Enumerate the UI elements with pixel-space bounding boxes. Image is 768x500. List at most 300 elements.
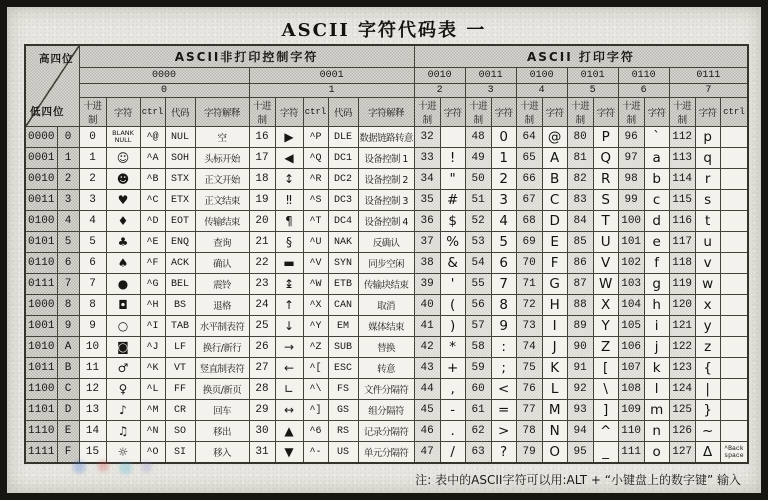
cell-character: _ [593, 442, 618, 464]
cell-character: f [644, 253, 669, 274]
cell-description: 水平制表符 [195, 316, 249, 337]
page-title: ASCII 字符代码表 一 [281, 20, 487, 41]
cell-character: x [695, 295, 720, 316]
cell-description: 正文结束 [195, 190, 249, 211]
cell-decimal: 22 [249, 253, 275, 274]
cell-ctrl-code: ^\ [303, 379, 328, 400]
cell-description: 媒体结束 [358, 316, 414, 337]
header-code: 代码 [165, 98, 195, 127]
cell-description: 正文开始 [195, 169, 249, 190]
cell-character: 1 [491, 148, 516, 169]
cell-decimal: 90 [567, 337, 593, 358]
cell-description: 文件分隔符 [358, 379, 414, 400]
cell-decimal: 98 [618, 169, 644, 190]
cell-character: & [440, 253, 465, 274]
section-label-control: ASCII非打印控制字符 [79, 45, 414, 68]
cell-code: BS [165, 295, 195, 316]
cell-character: ● [106, 274, 140, 295]
cell-binary-label: 0001 [25, 148, 57, 169]
header-group-bits: 0011 [465, 68, 516, 84]
cell-ctrl-code: ^T [303, 211, 328, 232]
cell-character: @ [542, 127, 567, 148]
cell-decimal: 71 [516, 274, 542, 295]
cell-character: P [593, 127, 618, 148]
cell-decimal: 88 [567, 295, 593, 316]
cell-character: u [695, 232, 720, 253]
cell-decimal: 84 [567, 211, 593, 232]
cell-binary-label: 1101 [25, 400, 57, 421]
cell-character: ↔ [275, 400, 303, 421]
cell-character: ‼ [275, 190, 303, 211]
cell-decimal: 110 [618, 421, 644, 442]
cell-character: T [593, 211, 618, 232]
table-row [25, 421, 748, 442]
cell-decimal: 58 [465, 337, 491, 358]
header-group-digit: 2 [414, 84, 465, 98]
cell-hex-label: 5 [57, 232, 79, 253]
header-group-digit: 6 [618, 84, 669, 98]
cell-character: : [491, 337, 516, 358]
cell-decimal: 108 [618, 379, 644, 400]
cell-character: O [542, 442, 567, 464]
cell-decimal: 21 [249, 232, 275, 253]
cell-decimal: 68 [516, 211, 542, 232]
cell-character: p [695, 127, 720, 148]
header-char: 字符 [644, 98, 669, 127]
header-dec: 十进制 [567, 98, 593, 127]
cell-description: 设备控制 1 [358, 148, 414, 169]
cell-ctrl-code: ^A [140, 148, 165, 169]
cell-character: > [491, 421, 516, 442]
header-dec: 十进制 [618, 98, 644, 127]
cell-character: ↑ [275, 295, 303, 316]
cell-ctrl-code: ^P [303, 127, 328, 148]
cell-ctrl-code: ^] [303, 400, 328, 421]
cell-character: ; [491, 358, 516, 379]
cell-character: h [644, 295, 669, 316]
cell-character: § [275, 232, 303, 253]
cell-decimal: 9 [79, 316, 106, 337]
cell-decimal: 17 [249, 148, 275, 169]
cell-decimal: 28 [249, 379, 275, 400]
cell-ctrl-code: ^G [140, 274, 165, 295]
cell-ctrl-code [720, 337, 748, 358]
cell-character: ♠ [106, 253, 140, 274]
cell-decimal: 7 [79, 274, 106, 295]
cell-code: SUB [328, 337, 358, 358]
cell-decimal: 82 [567, 169, 593, 190]
cell-decimal: 0 [79, 127, 106, 148]
cell-ctrl-code: ^Z [303, 337, 328, 358]
cell-code: FF [165, 379, 195, 400]
cell-character: 2 [491, 169, 516, 190]
cell-code: RS [328, 421, 358, 442]
cell-ctrl-code: ^[ [303, 358, 328, 379]
cell-ctrl-code [720, 295, 748, 316]
cell-hex-label: 3 [57, 190, 79, 211]
cell-decimal: 118 [669, 253, 695, 274]
cell-ctrl-code: ^J [140, 337, 165, 358]
cell-decimal: 70 [516, 253, 542, 274]
cell-hex-label: 0 [57, 127, 79, 148]
cell-character: e [644, 232, 669, 253]
watermark [69, 457, 155, 477]
cell-decimal: 92 [567, 379, 593, 400]
cell-decimal: 51 [465, 190, 491, 211]
cell-ctrl-code: ^L [140, 379, 165, 400]
cell-decimal: 75 [516, 358, 542, 379]
cell-character: Y [593, 316, 618, 337]
cell-character: 0 [491, 127, 516, 148]
cell-binary-label: 1001 [25, 316, 57, 337]
cell-hex-label: F [57, 442, 79, 464]
cell-character: ♫ [106, 421, 140, 442]
cell-character: , [440, 379, 465, 400]
cell-character: \ [593, 379, 618, 400]
cell-ctrl-code [720, 421, 748, 442]
cell-decimal: 105 [618, 316, 644, 337]
header-group-bits: 0100 [516, 68, 567, 84]
cell-character: ↨ [275, 274, 303, 295]
cell-decimal: 13 [79, 400, 106, 421]
cell-ctrl-code: ^X [303, 295, 328, 316]
cell-code: SI [165, 442, 195, 464]
table-row [25, 337, 748, 358]
cell-character: * [440, 337, 465, 358]
cell-binary-label: 1010 [25, 337, 57, 358]
cell-description: 回车 [195, 400, 249, 421]
header-char: 字符 [275, 98, 303, 127]
cell-hex-label: 6 [57, 253, 79, 274]
cell-decimal: 125 [669, 400, 695, 421]
cell-decimal: 77 [516, 400, 542, 421]
cell-character: ` [644, 127, 669, 148]
cell-character: H [542, 295, 567, 316]
cell-decimal: 27 [249, 358, 275, 379]
cell-character: ♣ [106, 232, 140, 253]
header-group-bits: 0101 [567, 68, 618, 84]
cell-ctrl-code: ^6 [303, 421, 328, 442]
cell-code: BEL [165, 274, 195, 295]
cell-decimal: 69 [516, 232, 542, 253]
cell-character: | [695, 379, 720, 400]
header-dec: 十进制 [516, 98, 542, 127]
cell-hex-label: 7 [57, 274, 79, 295]
cell-binary-label: 0110 [25, 253, 57, 274]
cell-character: U [593, 232, 618, 253]
cell-ctrl-code: ^S [303, 190, 328, 211]
cell-character: c [644, 190, 669, 211]
cell-ctrl-code: ^@ [140, 127, 165, 148]
cell-description: 同步空闲 [358, 253, 414, 274]
cell-ctrl-code [720, 316, 748, 337]
cell-decimal: 104 [618, 295, 644, 316]
cell-description: 记录分隔符 [358, 421, 414, 442]
cell-character: 6 [491, 253, 516, 274]
cell-character: ∟ [275, 379, 303, 400]
cell-character: < [491, 379, 516, 400]
cell-description: 数据链路转意 [358, 127, 414, 148]
cell-character: ~ [695, 421, 720, 442]
cell-character: i [644, 316, 669, 337]
cell-code: VT [165, 358, 195, 379]
header-dec: 十进制 [465, 98, 491, 127]
cell-character: 4 [491, 211, 516, 232]
table-row [25, 358, 748, 379]
cell-code: ETB [328, 274, 358, 295]
cell-character [440, 127, 465, 148]
cell-decimal: 103 [618, 274, 644, 295]
cell-character: z [695, 337, 720, 358]
cell-decimal: 2 [79, 169, 106, 190]
table-row [25, 379, 748, 400]
cell-character: w [695, 274, 720, 295]
cell-character: BLANK NULL [106, 127, 140, 148]
cell-description: 移入 [195, 442, 249, 464]
cell-decimal: 11 [79, 358, 106, 379]
cell-decimal: 91 [567, 358, 593, 379]
cell-decimal: 54 [465, 253, 491, 274]
cell-code: EM [328, 316, 358, 337]
cell-character: N [542, 421, 567, 442]
cell-character: Q [593, 148, 618, 169]
cell-code: DC2 [328, 169, 358, 190]
cell-ctrl-code: ^K [140, 358, 165, 379]
cell-code: TAB [165, 316, 195, 337]
cell-ctrl-code: ^H [140, 295, 165, 316]
cell-description: 震铃 [195, 274, 249, 295]
table-row [25, 295, 748, 316]
cell-description: 换行/新行 [195, 337, 249, 358]
cell-description: 单元分隔符 [358, 442, 414, 464]
cell-ctrl-code: ^- [303, 442, 328, 464]
cell-description: 反确认 [358, 232, 414, 253]
cell-character: 7 [491, 274, 516, 295]
cell-decimal: 78 [516, 421, 542, 442]
cell-ctrl-code [720, 358, 748, 379]
cell-code: ESC [328, 358, 358, 379]
cell-character: ) [440, 316, 465, 337]
cell-ctrl-code: ^U [303, 232, 328, 253]
cell-decimal: 62 [465, 421, 491, 442]
cell-binary-label: 0010 [25, 169, 57, 190]
cell-decimal: 109 [618, 400, 644, 421]
corner-cell [25, 45, 79, 127]
cell-description: 转意 [358, 358, 414, 379]
cell-ctrl-code: ^F [140, 253, 165, 274]
cell-code: SOH [165, 148, 195, 169]
table-row [25, 232, 748, 253]
table-row [25, 148, 748, 169]
cell-decimal: 123 [669, 358, 695, 379]
cell-hex-label: B [57, 358, 79, 379]
cell-description: 确认 [195, 253, 249, 274]
cell-decimal: 72 [516, 295, 542, 316]
cell-character: ▶ [275, 127, 303, 148]
cell-decimal: 79 [516, 442, 542, 464]
header-dec: 十进制 [414, 98, 440, 127]
cell-decimal: 1 [79, 148, 106, 169]
cell-character: Δ [695, 442, 720, 464]
cell-character: b [644, 169, 669, 190]
header-group-digit: 0 [79, 84, 249, 98]
cell-character: - [440, 400, 465, 421]
cell-decimal: 107 [618, 358, 644, 379]
cell-decimal: 114 [669, 169, 695, 190]
header-char: 字符 [440, 98, 465, 127]
cell-decimal: 18 [249, 169, 275, 190]
cell-ctrl-code: ^R [303, 169, 328, 190]
cell-character: ← [275, 358, 303, 379]
cell-character: D [542, 211, 567, 232]
cell-character: W [593, 274, 618, 295]
cell-description: 设备控制 2 [358, 169, 414, 190]
cell-decimal: 106 [618, 337, 644, 358]
cell-decimal: 126 [669, 421, 695, 442]
cell-character: 3 [491, 190, 516, 211]
cell-description: 设备控制 4 [358, 211, 414, 232]
cell-decimal: 85 [567, 232, 593, 253]
cell-character: } [695, 400, 720, 421]
cell-character: ♥ [106, 190, 140, 211]
table-row [25, 127, 748, 148]
cell-decimal: 31 [249, 442, 275, 464]
header-group-bits: 0111 [669, 68, 748, 84]
cell-character: ↓ [275, 316, 303, 337]
cell-decimal: 59 [465, 358, 491, 379]
cell-description: 设备控制 3 [358, 190, 414, 211]
cell-code: SO [165, 421, 195, 442]
cell-character: m [644, 400, 669, 421]
table-row [25, 316, 748, 337]
cell-code: ACK [165, 253, 195, 274]
cell-decimal: 36 [414, 211, 440, 232]
cell-decimal: 30 [249, 421, 275, 442]
cell-character: G [542, 274, 567, 295]
cell-decimal: 67 [516, 190, 542, 211]
cell-decimal: 15 [79, 442, 106, 464]
cell-decimal: 40 [414, 295, 440, 316]
cell-decimal: 20 [249, 211, 275, 232]
header-dec: 十进制 [249, 98, 275, 127]
cell-character: / [440, 442, 465, 464]
cell-character: . [440, 421, 465, 442]
cell-ctrl-code [720, 400, 748, 421]
cell-character: y [695, 316, 720, 337]
header-ctrl: ctrl [720, 98, 748, 127]
cell-decimal: 33 [414, 148, 440, 169]
cell-character: I [542, 316, 567, 337]
cell-decimal: 3 [79, 190, 106, 211]
cell-character: n [644, 421, 669, 442]
cell-binary-label: 1111 [25, 442, 57, 464]
cell-character: ☼ [106, 442, 140, 464]
cell-description: 查询 [195, 232, 249, 253]
cell-character: = [491, 400, 516, 421]
table-row [25, 274, 748, 295]
cell-decimal: 81 [567, 148, 593, 169]
cell-character: ♀ [106, 379, 140, 400]
cell-character: V [593, 253, 618, 274]
cell-description: 竖直制表符 [195, 358, 249, 379]
cell-character: ☺ [106, 148, 140, 169]
header-char: 字符 [542, 98, 567, 127]
cell-character: B [542, 169, 567, 190]
cell-character: s [695, 190, 720, 211]
header-char: 字符 [106, 98, 140, 127]
cell-binary-label: 0101 [25, 232, 57, 253]
cell-decimal: 124 [669, 379, 695, 400]
cell-description: 传输块结束 [358, 274, 414, 295]
ascii-code-table [24, 44, 749, 464]
cell-ctrl-code [720, 169, 748, 190]
header-code: 代码 [328, 98, 358, 127]
footer-note: 注: 表中的ASCII字符可以用:ALT + “小键盘上的数字键” 输入 [415, 473, 741, 487]
cell-character: → [275, 337, 303, 358]
cell-character: F [542, 253, 567, 274]
cell-character: $ [440, 211, 465, 232]
cell-decimal: 119 [669, 274, 695, 295]
cell-decimal: 56 [465, 295, 491, 316]
cell-code: STX [165, 169, 195, 190]
cell-code: NAK [328, 232, 358, 253]
header-group-bits: 0000 [79, 68, 249, 84]
header-char: 字符 [695, 98, 720, 127]
header-group-bits: 0010 [414, 68, 465, 84]
cell-decimal: 50 [465, 169, 491, 190]
table-row [25, 253, 748, 274]
cell-decimal: 86 [567, 253, 593, 274]
cell-code: GS [328, 400, 358, 421]
cell-character: ¶ [275, 211, 303, 232]
cell-ctrl-code [720, 211, 748, 232]
cell-character: S [593, 190, 618, 211]
cell-character: X [593, 295, 618, 316]
cell-decimal: 61 [465, 400, 491, 421]
cell-character: j [644, 337, 669, 358]
cell-ctrl-code: ^B [140, 169, 165, 190]
cell-character: v [695, 253, 720, 274]
cell-decimal: 94 [567, 421, 593, 442]
cell-character: ◘ [106, 295, 140, 316]
cell-ctrl-code: ^M [140, 400, 165, 421]
cell-decimal: 102 [618, 253, 644, 274]
cell-decimal: 14 [79, 421, 106, 442]
cell-description: 移出 [195, 421, 249, 442]
cell-binary-label: 0111 [25, 274, 57, 295]
cell-ctrl-code [720, 127, 748, 148]
cell-decimal: 12 [79, 379, 106, 400]
cell-decimal: 53 [465, 232, 491, 253]
cell-description: 头标开始 [195, 148, 249, 169]
cell-character: o [644, 442, 669, 464]
cell-code: CR [165, 400, 195, 421]
cell-decimal: 127 [669, 442, 695, 464]
cell-character: R [593, 169, 618, 190]
cell-character: A [542, 148, 567, 169]
cell-decimal: 120 [669, 295, 695, 316]
cell-character: 8 [491, 295, 516, 316]
cell-decimal: 35 [414, 190, 440, 211]
cell-character: Z [593, 337, 618, 358]
cell-decimal: 45 [414, 400, 440, 421]
cell-character: [ [593, 358, 618, 379]
table-row [25, 169, 748, 190]
low-four-bits-label: 低四位 [30, 106, 65, 118]
cell-decimal: 38 [414, 253, 440, 274]
cell-decimal: 95 [567, 442, 593, 464]
cell-ctrl-code: ^Y [303, 316, 328, 337]
